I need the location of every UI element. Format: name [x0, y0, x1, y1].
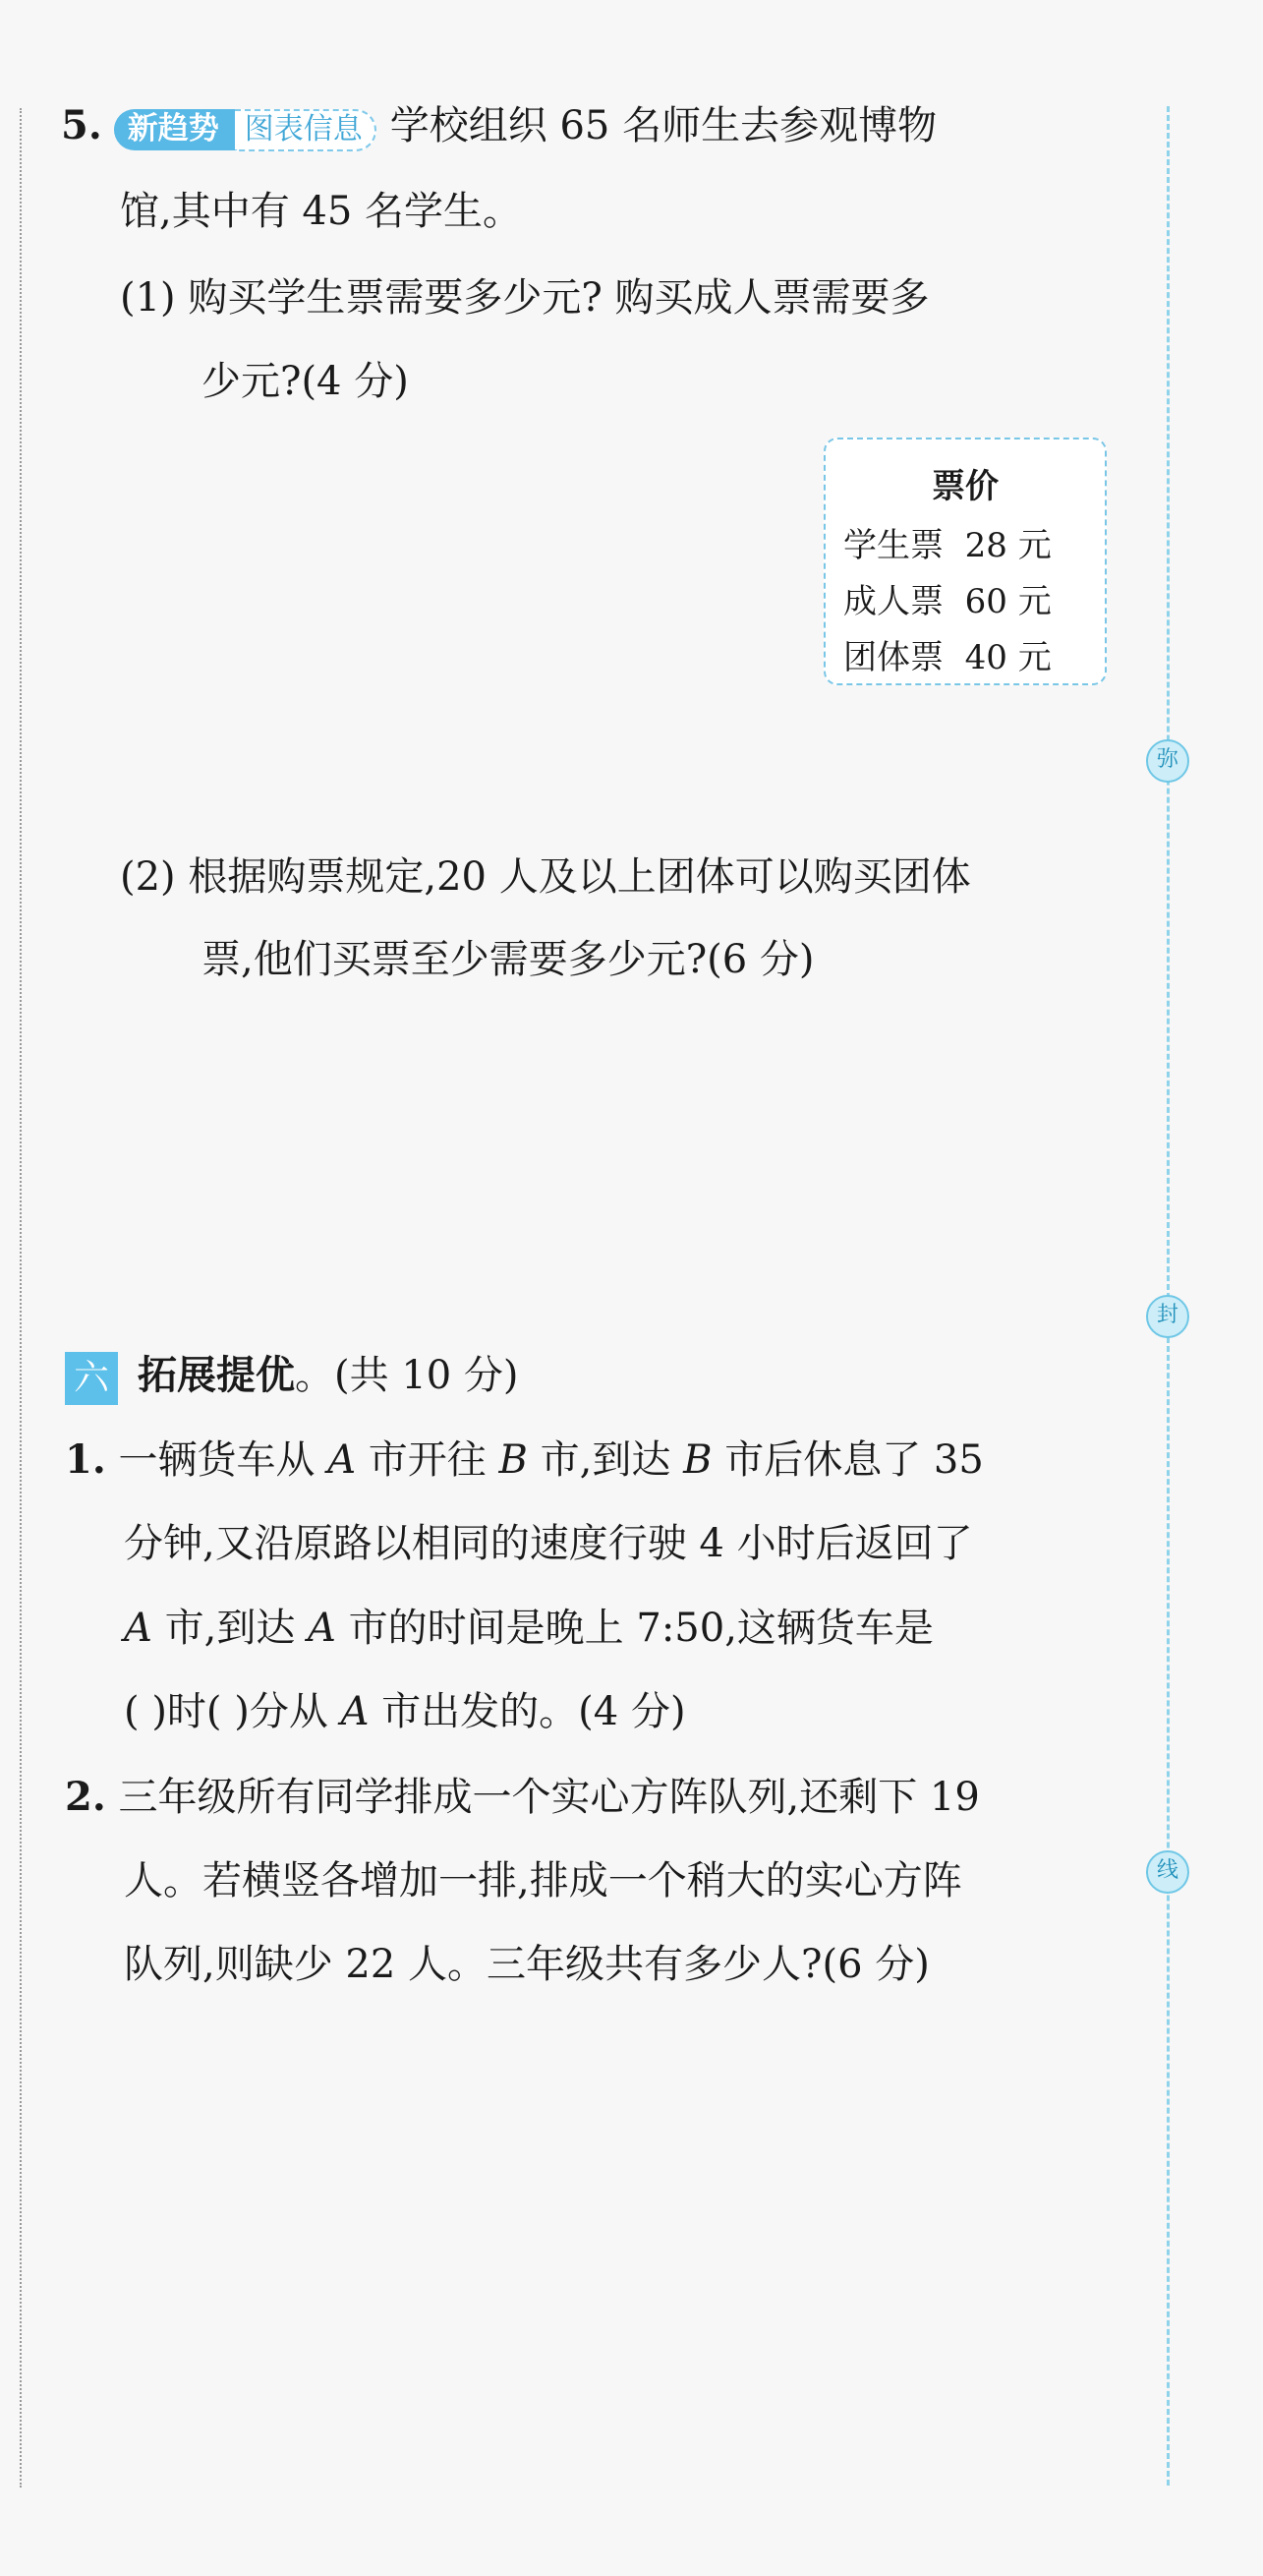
price-value: 28 元	[964, 526, 1052, 565]
question-5-sub2-line-2: 票,他们买票至少需要多少元?(6 分)	[201, 937, 815, 982]
price-box-title: 票价	[932, 467, 999, 506]
var-b: B	[498, 1437, 528, 1483]
price-value: 60 元	[964, 582, 1052, 621]
question-5-sub1-line-1: (1) 购买学生票需要多少元? 购买成人票需要多	[120, 275, 930, 321]
question-5-sub2-line-1: (2) 根据购票规定,20 人及以上团体可以购买团体	[120, 854, 971, 900]
text: 市,到达	[151, 1606, 309, 1651]
badge-chart-info: 图表信息	[235, 109, 376, 151]
text: 市出发的。(4 分)	[369, 1689, 686, 1734]
badge-new-trend: 新趋势	[114, 109, 235, 150]
question-number: 5.	[61, 102, 102, 148]
text: 一辆货车从	[118, 1437, 328, 1483]
answer-blanks: ( )时( )分从	[124, 1689, 341, 1734]
question-5-line-2: 馆,其中有 45 名学生。	[120, 189, 523, 234]
price-value: 40 元	[964, 638, 1052, 677]
question-number: 2.	[65, 1774, 106, 1820]
text: 市,到达	[527, 1437, 684, 1483]
price-row	[843, 574, 1052, 622]
left-margin-dotted-line	[20, 108, 22, 2488]
text: 市的时间是晚上 7:50,这辆货车是	[335, 1606, 934, 1651]
text: 市后休息了 35	[712, 1437, 984, 1483]
var-a: A	[327, 1437, 357, 1483]
var-a: A	[308, 1606, 336, 1651]
question-1-line-4	[124, 1689, 686, 1734]
question-1-line-1	[65, 1436, 984, 1483]
question-2-line-1	[65, 1774, 980, 1820]
question-badge	[114, 106, 376, 151]
section-title: 拓展提优	[138, 1353, 295, 1398]
var-a: A	[340, 1689, 370, 1734]
question-1-line-3	[124, 1606, 934, 1651]
price-label: 学生票	[843, 526, 944, 565]
price-label: 成人票	[843, 582, 944, 621]
question-5-line-1	[61, 102, 938, 151]
question-text: 学校组织 65 名师生去参观博物	[389, 103, 938, 148]
var-a: A	[124, 1606, 152, 1651]
question-number: 1.	[65, 1436, 106, 1483]
var-b: B	[683, 1437, 713, 1483]
price-row	[843, 630, 1052, 678]
seal-mark-xian: 线	[1146, 1850, 1189, 1894]
question-2-line-3: 队列,则缺少 22 人。三年级共有多少人?(6 分)	[124, 1942, 930, 1987]
price-label: 团体票	[843, 638, 944, 677]
section-points: 。(共 10 分)	[295, 1353, 519, 1398]
ticket-price-box	[824, 438, 1107, 685]
price-row	[843, 518, 1052, 566]
seal-mark-feng: 封	[1146, 1295, 1189, 1338]
question-2-line-2: 人。若横竖各增加一排,排成一个稍大的实心方阵	[124, 1858, 962, 1903]
section-number-icon: 六	[65, 1352, 118, 1405]
question-5-sub1-line-2: 少元?(4 分)	[201, 359, 409, 404]
text: 市开往	[356, 1437, 499, 1483]
question-1-line-2: 分钟,又沿原路以相同的速度行驶 4 小时后返回了	[124, 1521, 973, 1566]
seal-mark-mi: 弥	[1146, 739, 1189, 783]
text: 三年级所有同学排成一个实心方阵队列,还剩下 19	[118, 1775, 980, 1820]
section-6-header	[65, 1352, 519, 1405]
